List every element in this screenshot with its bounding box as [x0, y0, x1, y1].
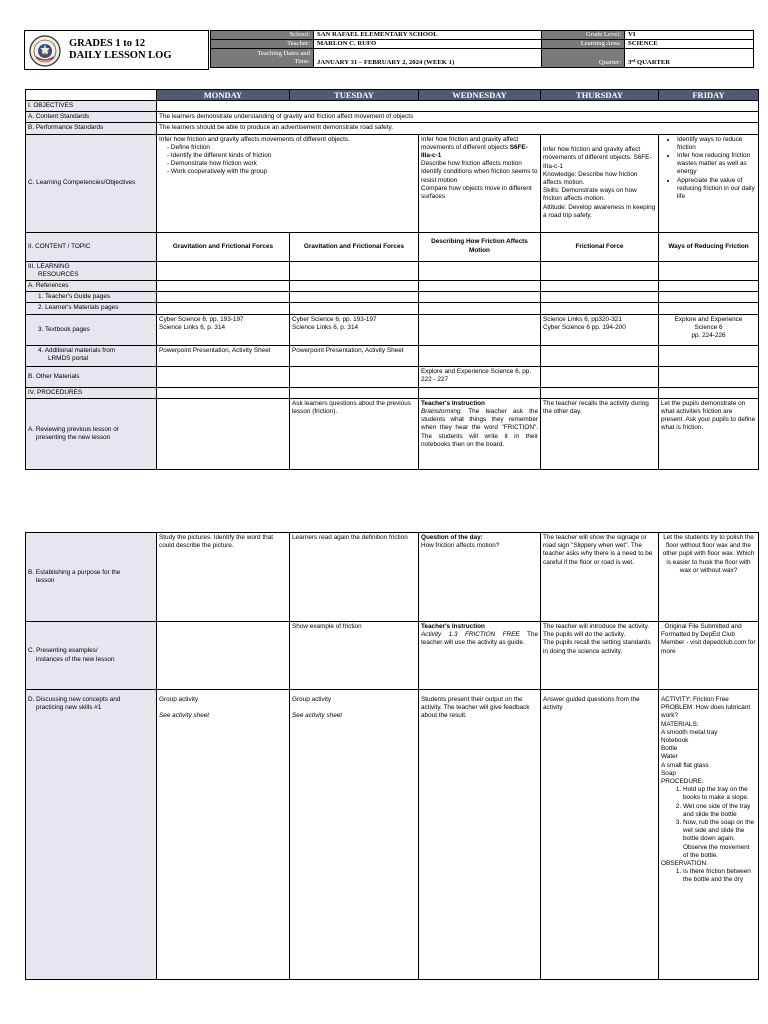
empty-cell — [419, 281, 541, 292]
references-label: A. References — [26, 281, 157, 292]
empty-cell — [659, 261, 759, 280]
empty-cell — [659, 281, 759, 292]
additional-line1: 4. Additional materials from — [38, 346, 116, 354]
competency-fri-list — [661, 136, 756, 202]
competency-wed-3: Identify conditions when friction seems to resist motion — [421, 168, 538, 184]
empty-cell — [541, 387, 659, 398]
school-value: SAN RAFAEL ELEMENTARY SCHOOL — [314, 31, 542, 40]
competency-wed-2: Describe how friction affects motion — [421, 160, 522, 168]
day-friday: FRIDAY — [659, 90, 759, 101]
empty-cell — [290, 261, 419, 280]
friday-procedure-item: 2. Wet one side of the tray and slide the bottle — [683, 803, 756, 819]
empty-cell — [157, 387, 290, 398]
content-topic-label: II. CONTENT / TOPIC — [26, 232, 157, 261]
empty-cell — [419, 303, 541, 314]
presenting-line1: C. Presenting examples/ — [28, 647, 98, 655]
content-topic-row — [26, 232, 759, 261]
presenting-label — [26, 622, 157, 690]
learners-materials-row — [26, 303, 759, 314]
reviewing-wednesday — [419, 398, 541, 469]
competencies-thu — [541, 134, 659, 232]
discussing-thursday: Answer guided questions from the activity — [541, 690, 659, 980]
presenting-thu-3: The pupils recall the setting standards in doing the science activity. — [543, 639, 651, 655]
reviewing-friday: Let the pupils demonstrate on what activities friction are present. Ask your pupils to define what is friction. — [659, 398, 759, 469]
performance-standards-text: The learners should be able to produce an advertisement demonstrate road safety. — [157, 123, 759, 134]
performance-standards-row — [26, 123, 759, 134]
learners-materials-label: 2. Learner's Materials pages — [26, 303, 157, 314]
competency-item: - Demonstrate how friction work — [175, 160, 416, 168]
references-row — [26, 281, 759, 292]
learning-resources-line1: III. LEARNING — [28, 262, 70, 270]
competency-thu-4: Attitude: Develop awareness in keeping a road trip safety. — [543, 203, 656, 219]
reviewing-line2: presenting the new lesson — [36, 433, 111, 441]
friday-observation-head: OBSERVATION: — [661, 860, 708, 868]
friday-material-item: Notebook — [661, 737, 689, 745]
presenting-wednesday — [419, 622, 541, 690]
presenting-wed-body: The teacher will use the activity as guide. — [421, 631, 538, 647]
day-wednesday: WEDNESDAY — [419, 90, 541, 101]
presenting-thu-1: The teacher will introduce the activity. — [543, 623, 650, 630]
presenting-thu-2: The pupils will do the activity. — [543, 631, 626, 639]
empty-cell — [157, 261, 290, 280]
reviewing-wed-body: The teacher ask the students what things they remember when they hear the word "FRICTION". The students will write it in their notebooks then on the board. — [421, 408, 538, 448]
reviewing-label — [26, 398, 157, 469]
establishing-label — [26, 533, 157, 622]
quarter-label: Quarter: — [542, 49, 625, 68]
empty-cell — [419, 261, 541, 280]
learning-resources-line2: RESOURCES — [38, 270, 79, 278]
competencies-row — [26, 134, 759, 232]
presenting-wed-em: Activity 1.3 FRICTION FREE — [421, 631, 520, 639]
empty-cell — [290, 387, 419, 398]
establishing-line1: B. Establishing a purpose for the — [28, 568, 121, 576]
competency-wed-4: Compare how objects move in different surfaces — [421, 184, 532, 201]
topic-wednesday: Describing How Friction Affects Motion — [419, 232, 541, 261]
establishing-monday: Study the pictures. Identify the word that could describe the picture. — [157, 533, 290, 622]
friday-observation-list — [661, 868, 756, 884]
discussing-wednesday: Students present their output on the activity. The teacher will give feedback about the result. — [419, 690, 541, 980]
discussing-friday — [659, 690, 759, 980]
empty-cell — [659, 303, 759, 314]
lesson-table-part1 — [25, 89, 759, 470]
textbook-ref: Science 6 — [694, 323, 723, 331]
presenting-line2: instances of the new lesson — [36, 655, 115, 663]
teachers-guide-label: 1. Teacher's Guide pages — [26, 292, 157, 303]
empty-cell — [659, 387, 759, 398]
area-value: SCIENCE — [625, 40, 754, 49]
friday-procedure-list — [661, 786, 756, 860]
empty-cell — [541, 345, 659, 366]
topic-monday: Gravitation and Frictional Forces — [157, 232, 290, 261]
dates-label-line1: Teaching Dates and — [257, 50, 310, 57]
competency-thu-3: Skills: Demonstrate ways on how friction affects motion. — [543, 187, 637, 203]
competency-item: • Appreciate the value of reducing friction in our daily life — [677, 177, 756, 202]
discussing-monday — [157, 690, 290, 980]
day-tuesday: TUESDAY — [290, 90, 419, 101]
doc-title-line1: GRADES 1 to 12 — [69, 38, 146, 49]
competency-thu-2: Knowledge: Describe how friction affects motion. — [543, 170, 638, 186]
competency-item: • Infer how reducing friction wastes matter as well as energy — [677, 152, 756, 177]
establishing-thursday: The teacher will show the signage or road sign "Slippery when wet". The teacher asks why there is a need to be careful if the floor or road is wet. — [541, 533, 659, 622]
empty-cell — [419, 387, 541, 398]
discussing-line2: practicing new skills #1 — [36, 704, 102, 712]
additional-materials-row — [26, 345, 759, 366]
empty-cell — [659, 345, 759, 366]
competency-item: - Define friction — [175, 144, 416, 152]
discussing-mon-1: Group activity — [159, 696, 199, 703]
presenting-wed-head: Teacher's Instruction — [421, 623, 485, 630]
establishing-line2: lesson — [36, 577, 55, 584]
competency-code: S6FE-IIIa-c-1 — [421, 143, 528, 160]
title-box — [24, 30, 209, 70]
establishing-friday: Let the students try to polish the floor without floor wax and the other pupil with floor wax. Which is easier to husk the floor with wax or without wax? — [659, 533, 759, 622]
friday-procedure-item: 3. Now, rub the soap on the wet side and slide the bottle down again. Observe the movement of the bottle. — [683, 819, 756, 860]
reviewing-wed-head: Teacher's Instruction — [421, 399, 485, 407]
discussing-line1: D. Discussing new concepts and — [28, 696, 121, 703]
content-standards-text: The learners demonstrate understanding of gravity and friction affect movement of objects — [157, 112, 759, 123]
empty-cell — [541, 292, 659, 303]
objectives-label: I. OBJECTIVES — [26, 101, 157, 112]
competency-mon-intro: Infer how friction and gravity affects movements of different objects. — [159, 135, 350, 143]
friday-material-item: A small flat glass — [661, 761, 709, 769]
competency-thu-1: Infer how friction and gravity affect movements of different objects. S6FE-IIIa-c-1 — [543, 146, 652, 170]
textbook-tuesday — [290, 314, 419, 345]
competency-item: • Identify ways to reduce friction — [677, 136, 756, 152]
topic-thursday: Frictional Force — [541, 232, 659, 261]
day-thursday: THURSDAY — [541, 90, 659, 101]
grade-label: Grade Level: — [542, 31, 625, 40]
empty-cell — [157, 303, 290, 314]
textbook-row — [26, 314, 759, 345]
textbook-thursday — [541, 314, 659, 345]
reviewing-monday — [157, 398, 290, 469]
competency-wed-text: Infer how friction and gravity affect movements of different objects — [421, 135, 519, 151]
textbook-ref: Explore and Experience — [674, 315, 743, 323]
textbook-ref: Science Links 6, pp320-321 — [543, 315, 622, 323]
establishing-wed-head: Question of the day: — [421, 534, 483, 541]
reviewing-thursday: The teacher recalls the activity during the other day. — [541, 398, 659, 469]
textbook-monday — [157, 314, 290, 345]
area-label: Learning Area: — [542, 40, 625, 49]
friday-procedure-head: PROCEDURE: — [661, 778, 704, 786]
empty-cell — [541, 366, 659, 387]
additional-materials-label — [26, 345, 157, 366]
learning-resources-row — [26, 261, 759, 280]
friday-material-item: Bottle — [661, 745, 678, 753]
presenting-friday: . Original File Submitted and Formatted by DepEd Club Member - visit depedclub.com for more — [659, 622, 759, 690]
reviewing-tuesday: Ask learners questions about the previous lesson (friction). — [290, 398, 419, 469]
empty-cell — [541, 261, 659, 280]
procedures-row — [26, 387, 759, 398]
textbook-wednesday — [419, 314, 541, 345]
teachers-guide-row — [26, 292, 759, 303]
establishing-tuesday: Learners read again the definition friction — [290, 533, 419, 622]
establishing-wed-text: How friction affects motion? — [421, 542, 500, 550]
other-materials-row — [26, 366, 759, 387]
empty-cell — [157, 281, 290, 292]
learning-resources-label — [26, 261, 157, 280]
day-header-row — [26, 90, 759, 101]
reviewing-line1: A. Reviewing previous lesson or — [28, 425, 119, 433]
friday-materials-head: MATERIALS: — [661, 720, 699, 728]
competency-wed-1 — [421, 136, 538, 161]
establishing-wednesday — [419, 533, 541, 622]
presenting-monday — [157, 622, 290, 690]
additional-monday: Powerpoint Presentation, Activity Sheet — [157, 345, 290, 366]
discussing-tuesday — [290, 690, 419, 980]
empty-cell — [290, 303, 419, 314]
objectives-row — [26, 101, 759, 112]
day-header-blank — [26, 90, 157, 101]
header-info-table — [210, 30, 754, 68]
friday-procedure-item: 1. Hold up the tray on the books to make a slope. — [683, 786, 756, 802]
empty-cell — [290, 292, 419, 303]
friday-material-item: Water — [661, 753, 678, 761]
discussing-row — [26, 690, 759, 980]
competencies-mon-tue — [157, 134, 419, 232]
empty-cell — [419, 292, 541, 303]
friday-activity: ACTIVITY: Friction Free — [661, 696, 729, 703]
empty-cell — [290, 281, 419, 292]
competency-mon-list — [159, 144, 416, 177]
establishing-row — [26, 533, 759, 622]
topic-tuesday: Gravitation and Frictional Forces — [290, 232, 419, 261]
reviewing-row — [26, 398, 759, 469]
quarter-value: 3ʳᵈ QUARTER — [625, 49, 754, 68]
competencies-label: C. Learning Competencies/Objectives — [26, 134, 157, 232]
school-label: School: — [211, 31, 314, 40]
deped-seal-icon — [29, 35, 61, 67]
reviewing-wed-em: Brainstorming. — [421, 408, 463, 416]
discussing-mon-2: See activity sheet — [159, 712, 210, 720]
other-materials-wednesday: Explore and Experience Science 6, pp. 222 - 227 — [419, 366, 541, 387]
teacher-value: MARLON C. RUFO — [314, 40, 542, 49]
textbook-ref: Cyber Science 6 pp. 194-200 — [543, 323, 626, 331]
dates-value: JANUARY 31 – FEBRUARY 2, 2024 (WEEK 1) — [314, 49, 542, 68]
topic-friday: Ways of Reducing Friction — [659, 232, 759, 261]
objectives-cell — [157, 101, 759, 112]
competencies-wed — [419, 134, 541, 232]
textbook-ref: Science Links 6, p. 314 — [292, 323, 359, 331]
additional-line2: LRMDS portal — [48, 354, 89, 362]
grade-value: VI — [625, 31, 754, 40]
empty-cell — [659, 366, 759, 387]
textbook-friday — [659, 314, 759, 345]
presenting-tuesday: Show example of friction — [290, 622, 419, 690]
dates-label — [211, 49, 314, 68]
textbook-ref: Science Links 6, p. 314 — [159, 323, 226, 331]
teacher-label: Teacher: — [211, 40, 314, 49]
empty-cell — [541, 281, 659, 292]
competencies-fri — [659, 134, 759, 232]
lesson-table-part2 — [25, 532, 759, 980]
textbook-ref: Cyber Science 6, pp. 193-197 — [159, 315, 244, 323]
friday-material-item: A smooth metal tray — [661, 728, 718, 736]
empty-cell — [157, 292, 290, 303]
friday-observation-item: 1. Is there friction between the bottle and the dry — [683, 868, 756, 884]
empty-cell — [290, 366, 419, 387]
performance-standards-label: B. Performance Standards — [26, 123, 157, 134]
competency-item: - Identify the different kinds of friction — [175, 152, 416, 160]
competency-item: - Work cooperatively with the group — [175, 168, 416, 176]
additional-tuesday: Powerpoint Presentation, Activity Sheet — [290, 345, 419, 366]
textbook-ref: pp. 224-226 — [691, 332, 726, 340]
doc-title-line2: DAILY LESSON LOG — [69, 50, 172, 61]
discussing-tue-1: Group activity — [292, 696, 332, 703]
discussing-tue-2: See activity sheet — [292, 712, 343, 720]
empty-cell — [157, 366, 290, 387]
empty-cell — [419, 345, 541, 366]
procedures-label: IV. PROCEDURES — [26, 387, 157, 398]
empty-cell — [659, 292, 759, 303]
dates-label-line2: Time: — [294, 58, 310, 65]
textbook-ref: Cyber Science 6, pp. 193-197 — [292, 315, 377, 323]
content-standards-row — [26, 112, 759, 123]
discussing-label — [26, 690, 157, 980]
presenting-row — [26, 622, 759, 690]
day-monday: MONDAY — [157, 90, 290, 101]
content-standards-label: A. Content Standards — [26, 112, 157, 123]
presenting-thursday — [541, 622, 659, 690]
other-materials-label: B. Other Materials — [26, 366, 157, 387]
friday-material-item: Soap — [661, 769, 676, 777]
empty-cell — [541, 303, 659, 314]
textbook-label: 3. Textbook pages — [26, 314, 157, 345]
friday-problem: PROBLEM: How does lubricant work? — [661, 704, 751, 720]
